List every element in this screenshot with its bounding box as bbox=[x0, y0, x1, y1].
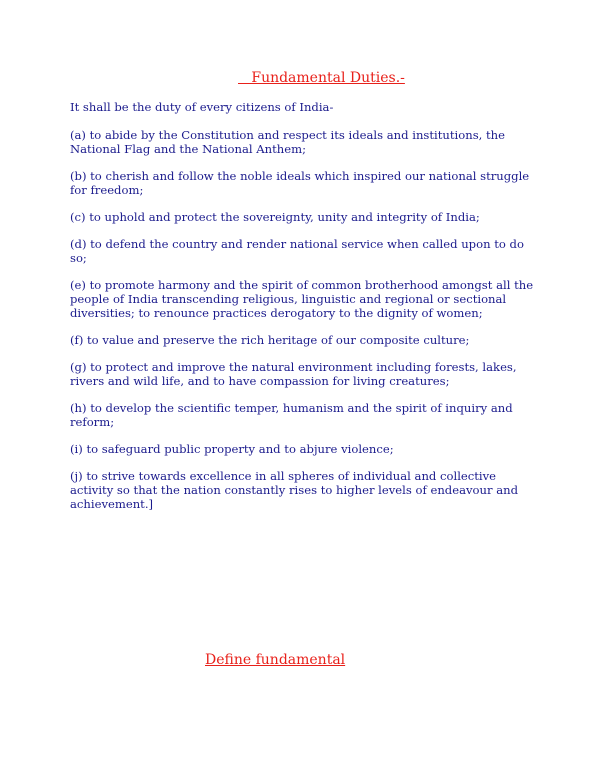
duty-item-a: (a) to abide by the Constitution and respect its ideals and institutions, the National Flag and the National Anthem; bbox=[70, 128, 505, 156]
duty-item-d: (d) to defend the country and render national service when called upon to do so; bbox=[70, 237, 524, 265]
duty-item-c: (c) to uphold and protect the sovereignty, unity and integrity of India; bbox=[70, 210, 480, 224]
duties-list bbox=[70, 128, 540, 524]
duty-item-f: (f) to value and preserve the rich heritage of our composite culture; bbox=[70, 333, 470, 347]
intro-text: It shall be the duty of every citizens of India- bbox=[70, 100, 334, 114]
duty-item-i: (i) to safeguard public property and to abjure violence; bbox=[70, 442, 394, 456]
document-title: Fundamental Duties.- bbox=[238, 70, 405, 86]
duty-item-g: (g) to protect and improve the natural environment including forests, lakes, rivers and wild life, and to have compassion for living creatures; bbox=[70, 360, 517, 388]
duty-item-h: (h) to develop the scientific temper, humanism and the spirit of inquiry and reform; bbox=[70, 401, 513, 429]
duty-item-b: (b) to cherish and follow the noble ideals which inspired our national struggle for freedom; bbox=[70, 169, 530, 197]
define-fundamental-link[interactable]: Define fundamental bbox=[205, 652, 346, 668]
duty-item-e: (e) to promote harmony and the spirit of common brotherhood amongst all the people of India transcending religious, linguistic and regional or sectional diversities; to renounce practices derogatory to the dignity of women; bbox=[70, 278, 534, 320]
duty-item-j: (j) to strive towards excellence in all spheres of individual and collective activity so that the nation constantly rises to higher levels of endeavour and achievement.] bbox=[70, 469, 519, 511]
